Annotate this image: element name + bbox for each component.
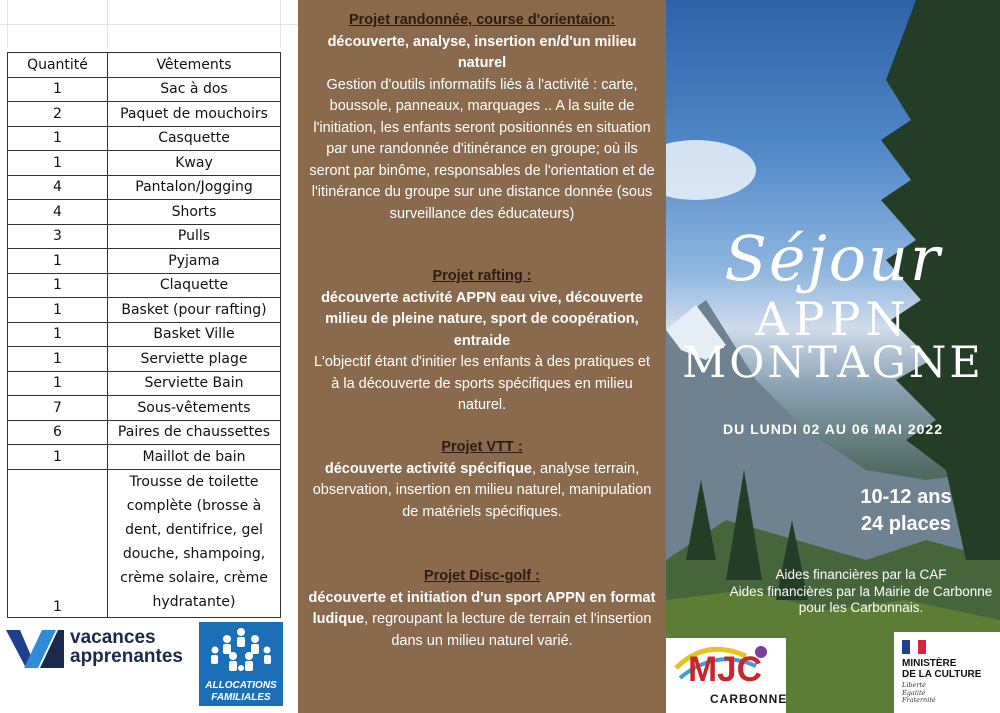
table-row xyxy=(8,322,281,347)
column-header-clothing: Vêtements xyxy=(108,53,281,78)
table-row xyxy=(8,151,281,176)
item-cell: Basket Ville xyxy=(108,322,281,347)
table-row xyxy=(8,396,281,421)
project-vtt-bold: découverte activité spécifique xyxy=(324,460,532,477)
quantity-cell: 1 xyxy=(8,322,108,347)
quantity-cell: 1 xyxy=(8,151,108,176)
project-rando xyxy=(308,10,656,225)
packing-list-table xyxy=(7,52,281,618)
item-cell-line: dent, dentifrice, gel xyxy=(125,521,263,538)
quantity-cell: 1 xyxy=(8,347,108,372)
item-cell: Maillot de bain xyxy=(108,445,281,470)
poster-age: 10-12 ans xyxy=(860,486,952,508)
poster-dates: DU LUNDI 02 AU 06 MAI 2022 xyxy=(723,421,943,437)
project-vtt-heading: Projet VTT : xyxy=(441,439,523,455)
poster-panel xyxy=(666,0,1000,713)
quantity-cell: 1 xyxy=(8,126,108,151)
motto-fraternite: Fraternité xyxy=(902,696,936,704)
item-cell: Pulls xyxy=(108,224,281,249)
table-row xyxy=(8,371,281,396)
aid-caf: Aides financières par la CAF xyxy=(775,567,947,582)
item-cell-line: douche, shampoing, xyxy=(122,545,266,562)
quantity-cell: 1 xyxy=(8,77,108,102)
project-rando-bold: découverte, analyse, insertion en/d'un milieu naturel xyxy=(327,33,637,71)
quantity-cell: 4 xyxy=(8,200,108,225)
quantity-cell: 2 xyxy=(8,102,108,127)
project-vtt xyxy=(308,437,656,523)
item-cell xyxy=(108,469,281,617)
quantity-cell: 7 xyxy=(8,396,108,421)
item-cell: Paires de chaussettes xyxy=(108,420,281,445)
item-cell: Pyjama xyxy=(108,249,281,274)
project-vtt-text: , analyse terrain, observation, insertion en milieu naturel, manipulation de matériels spécifiques. xyxy=(312,460,652,520)
quantity-cell: 3 xyxy=(8,224,108,249)
column-header-quantity: Quantité xyxy=(8,53,108,78)
projects-panel xyxy=(298,0,666,713)
mjc-text: MJC xyxy=(688,650,762,689)
item-cell: Claquette xyxy=(108,273,281,298)
table-row xyxy=(8,77,281,102)
table-row xyxy=(8,200,281,225)
apprenantes-text: apprenantes xyxy=(70,646,183,667)
table-row xyxy=(8,249,281,274)
poster-aid-text xyxy=(726,567,996,617)
poster-title-montagne: MONTAGNE xyxy=(682,338,984,388)
grid-line xyxy=(0,24,298,25)
table-row xyxy=(8,175,281,200)
item-cell-line: complète (brosse à xyxy=(126,497,262,514)
poster-title-script: Séjour xyxy=(724,222,942,295)
table-row xyxy=(8,126,281,151)
item-cell: Kway xyxy=(108,151,281,176)
project-rafting-text: L'objectif étant d'initier les enfants à des pratiques et à la découverte de sports spécifiques en milieu naturel. xyxy=(313,354,651,413)
quantity-cell: 1 xyxy=(8,273,108,298)
quantity-cell: 1 xyxy=(8,371,108,396)
item-cell: Sac à dos xyxy=(108,77,281,102)
table-row xyxy=(8,102,281,127)
caf-text-line1: ALLOCATIONS xyxy=(205,680,277,691)
item-cell-line: Trousse de toilette xyxy=(129,473,259,490)
motto-liberte: Liberté xyxy=(902,681,926,689)
ministere-line2: DE LA CULTURE xyxy=(902,669,982,680)
item-cell: Sous-vêtements xyxy=(108,396,281,421)
project-rafting-heading: Projet rafting : xyxy=(432,268,532,284)
table-row xyxy=(8,273,281,298)
item-cell: Pantalon/Jogging xyxy=(108,175,281,200)
french-flag-icon xyxy=(902,640,926,654)
item-cell-line: hydratante) xyxy=(152,593,236,610)
project-discgolf xyxy=(308,566,656,652)
project-rando-heading: Projet randonnée, course d'orientaion: xyxy=(348,12,616,28)
table-row xyxy=(8,298,281,323)
item-cell: Shorts xyxy=(108,200,281,225)
poster-title-appn: APPN xyxy=(755,292,911,346)
table-row xyxy=(8,469,281,617)
item-cell: Serviette plage xyxy=(108,347,281,372)
quantity-cell: 4 xyxy=(8,175,108,200)
vacances-text: vacances xyxy=(70,627,156,648)
table-row xyxy=(8,420,281,445)
project-discgolf-text: , regroupant la lecture de terrain et l'insertion dans un milieu naturel varié. xyxy=(364,611,652,649)
table-header-row xyxy=(8,53,281,78)
quantity-cell: 1 xyxy=(8,298,108,323)
vacances-apprenantes-logo xyxy=(6,626,196,670)
table-row xyxy=(8,445,281,470)
poster-age-places xyxy=(816,484,996,538)
project-discgolf-heading: Projet Disc-golf : xyxy=(423,568,540,584)
motto-egalite: Égalité xyxy=(902,688,926,697)
ministere-culture-logo xyxy=(894,632,1000,713)
project-discgolf-bold: découverte et initiation d'un sport APPN en format ludique xyxy=(308,589,656,627)
item-cell: Casquette xyxy=(108,126,281,151)
quantity-cell: 1 xyxy=(8,249,108,274)
mjc-subtitle: CARBONNE xyxy=(710,692,788,706)
va-logo-icon xyxy=(6,628,64,668)
table-row xyxy=(8,224,281,249)
project-rafting xyxy=(308,266,656,417)
project-rafting-bold: découverte activité APPN eau vive, découverte milieu de pleine nature, sport de coopération, entraide xyxy=(321,289,643,349)
item-cell-line: crème solaire, crème xyxy=(120,569,268,586)
ministere-line1: MINISTÈRE xyxy=(902,658,957,669)
project-rando-text: Gestion d'outils informatifs liés à l'activité : carte, boussole, panneaux, marquages .. A la suite de l'initiation, les enfants seront positionnés en situation par une randonnée d'itinérance en groupe; où ils seront par binôme, responsables de l'orientation et de l'itinérance du groupe sur une distance donnée (sous surveillance des éducateurs) xyxy=(309,76,655,222)
quantity-cell: 1 xyxy=(8,445,108,470)
caf-logo xyxy=(199,622,283,706)
item-cell: Serviette Bain xyxy=(108,371,281,396)
item-cell: Basket (pour rafting) xyxy=(108,298,281,323)
quantity-cell: 1 xyxy=(8,469,108,617)
quantity-cell: 6 xyxy=(8,420,108,445)
caf-text-line2: FAMILIALES xyxy=(211,692,271,703)
packing-list-panel xyxy=(0,0,298,713)
caf-people-icon xyxy=(207,626,275,678)
packing-list-body xyxy=(8,77,281,617)
table-row xyxy=(8,347,281,372)
aid-mairie: Aides financières par la Mairie de Carbonne pour les Carbonnais. xyxy=(729,583,993,615)
item-cell: Paquet de mouchoirs xyxy=(108,102,281,127)
poster-places: 24 places xyxy=(860,513,952,535)
